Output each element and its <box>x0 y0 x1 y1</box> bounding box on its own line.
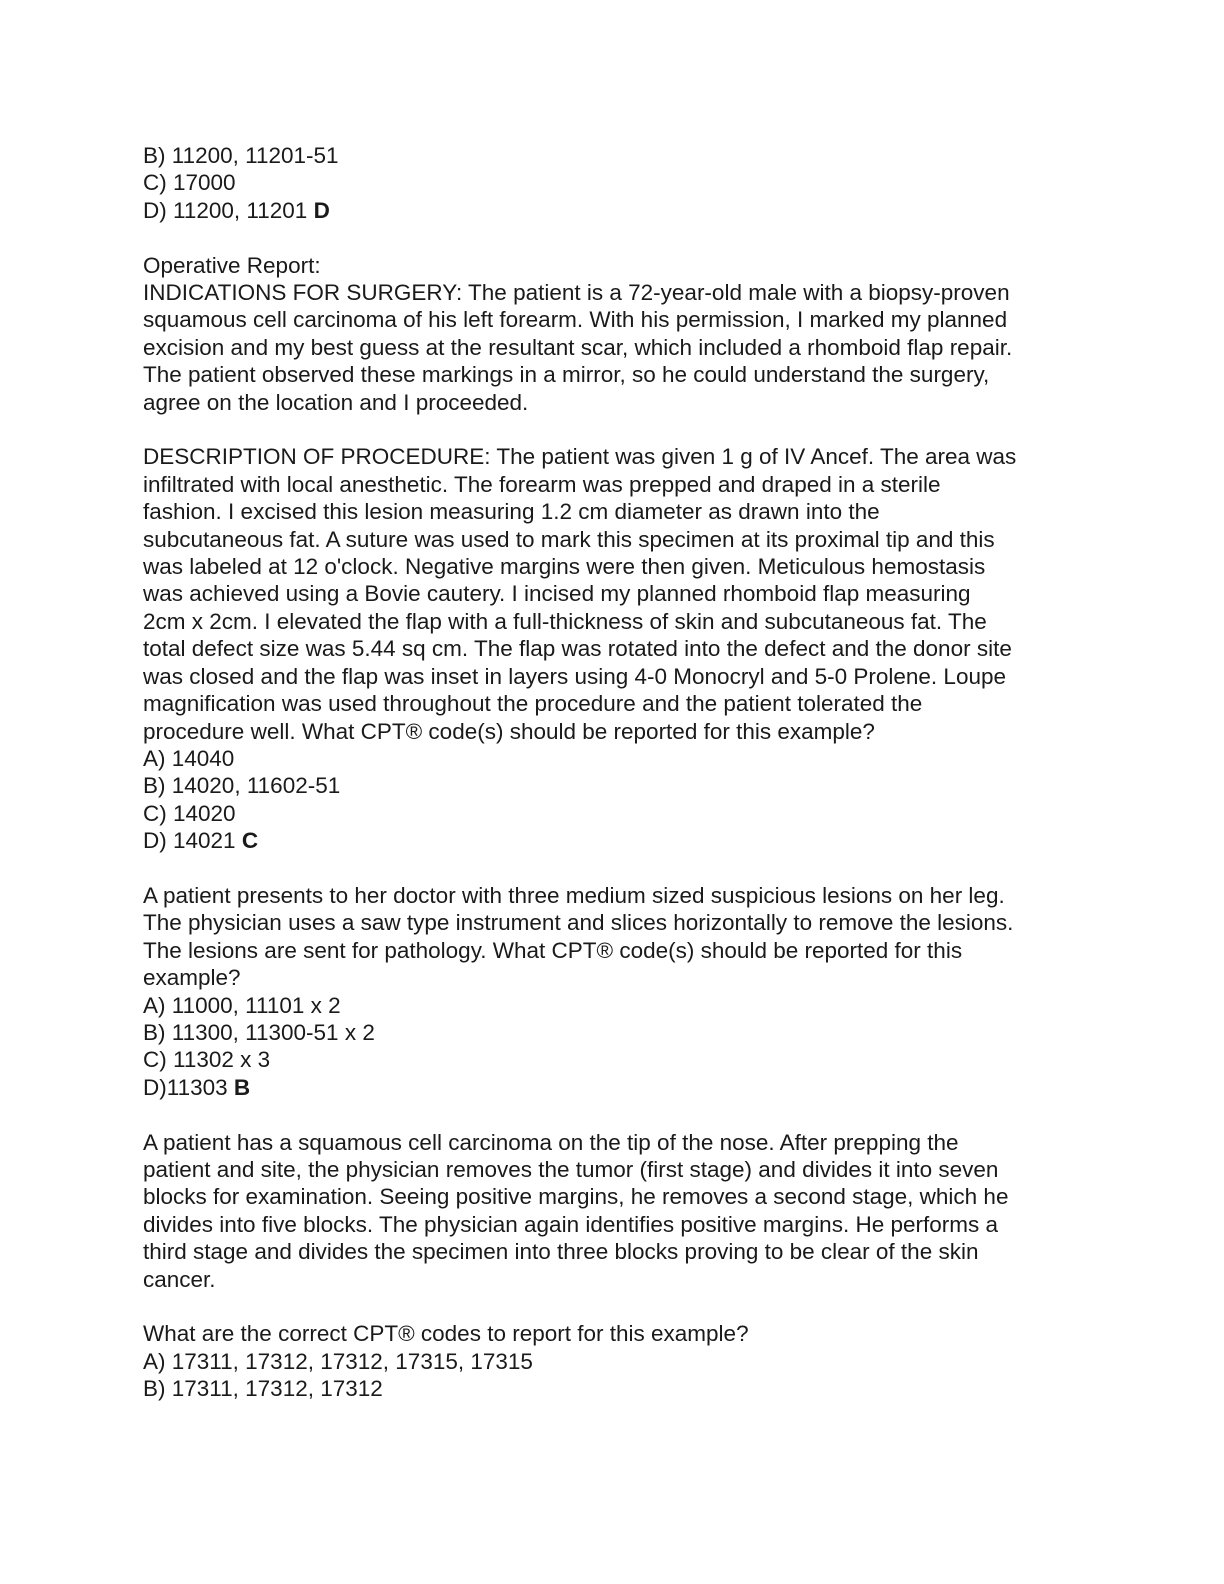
option-a: A) 14040 <box>143 745 235 771</box>
description-line: was closed and the flap was inset in layers using 4-0 Monocryl and 5-0 Prolene. Loupe <box>143 663 1006 689</box>
option-c: C) 11302 x 3 <box>143 1047 271 1073</box>
option-d <box>143 1074 1083 1101</box>
description-line: infiltrated with local anesthetic. The forearm was prepped and draped in a sterile <box>143 471 941 497</box>
option-c: C) 17000 <box>143 170 236 196</box>
question-line: patient and site, the physician removes the tumor (first stage) and divides it into seven <box>143 1156 999 1182</box>
indications-line: INDICATIONS FOR SURGERY: The patient is a 72-year-old male with a biopsy-proven <box>143 280 1010 306</box>
option-c: C) 14020 <box>143 800 236 826</box>
option-b: B) 14020, 11602-51 <box>143 773 341 799</box>
answer-key: B <box>233 1074 251 1100</box>
description-line: DESCRIPTION OF PROCEDURE: The patient was given 1 g of IV Ancef. The area was <box>143 444 1017 470</box>
question-line: A patient presents to her doctor with three medium sized suspicious lesions on her leg. <box>143 882 1005 908</box>
option-b: B) 11300, 11300-51 x 2 <box>143 1019 375 1045</box>
indications-line: agree on the location and I proceeded. <box>143 389 529 415</box>
question-line: The lesions are sent for pathology. What CPT® code(s) should be reported for this <box>143 937 963 963</box>
description-line: magnification was used throughout the procedure and the patient tolerated the <box>143 691 923 717</box>
question-2 <box>143 252 1083 855</box>
answer-key: C <box>241 828 259 854</box>
option-text: D) 11200, 11201 <box>143 197 308 223</box>
spacer <box>143 1293 1083 1320</box>
question-line: A patient has a squamous cell carcinoma on the tip of the nose. After prepping the <box>143 1129 959 1155</box>
option-text: D)11303 <box>143 1074 228 1100</box>
indications-line: squamous cell carcinoma of his left forearm. With his permission, I marked my planned <box>143 307 1008 333</box>
option-b: B) 17311, 17312, 17312 <box>143 1376 383 1402</box>
spacer <box>143 1101 1083 1128</box>
description-line: was achieved using a Bovie cautery. I incised my planned rhomboid flap measuring <box>143 581 971 607</box>
description-line: procedure well. What CPT® code(s) should be reported for this example? <box>143 718 875 744</box>
option-a: A) 17311, 17312, 17312, 17315, 17315 <box>143 1348 533 1374</box>
question-line: third stage and divides the specimen into three blocks proving to be clear of the skin <box>143 1239 979 1265</box>
option-d <box>143 827 1083 854</box>
description-line: subcutaneous fat. A suture was used to mark this specimen at its proximal tip and this <box>143 526 995 552</box>
description-line: was labeled at 12 o'clock. Negative margins were then given. Meticulous hemostasis <box>143 554 986 580</box>
document-page <box>143 142 1083 1403</box>
spacer <box>143 416 1083 443</box>
section-heading: Operative Report: <box>143 252 321 278</box>
option-a: A) 11000, 11101 x 2 <box>143 992 341 1018</box>
question-line: example? <box>143 965 241 991</box>
option-d <box>143 197 1083 224</box>
question-1-options <box>143 142 1083 224</box>
question-line: The physician uses a saw type instrument and slices horizontally to remove the lesions. <box>143 910 1014 936</box>
question-line: divides into five blocks. The physician again identifies positive margins. He performs a <box>143 1211 998 1237</box>
spacer <box>143 855 1083 882</box>
question-prompt: What are the correct CPT® codes to report for this example? <box>143 1321 749 1347</box>
option-text: D) 14021 <box>143 828 236 854</box>
indications-line: The patient observed these markings in a mirror, so he could understand the surgery, <box>143 362 990 388</box>
question-line: blocks for examination. Seeing positive margins, he removes a second stage, which he <box>143 1184 1009 1210</box>
answer-key: D <box>313 197 330 223</box>
question-3 <box>143 882 1083 1101</box>
spacer <box>143 224 1083 251</box>
question-4 <box>143 1129 1083 1403</box>
description-line: total defect size was 5.44 sq cm. The flap was rotated into the defect and the donor site <box>143 636 1012 662</box>
option-b: B) 11200, 11201-51 <box>143 143 339 168</box>
indications-line: excision and my best guess at the resultant scar, which included a rhomboid flap repair. <box>143 334 1013 360</box>
description-line: 2cm x 2cm. I elevated the flap with a full-thickness of skin and subcutaneous fat. The <box>143 608 987 634</box>
description-line: fashion. I excised this lesion measuring 1.2 cm diameter as drawn into the <box>143 499 880 525</box>
question-line: cancer. <box>143 1266 216 1292</box>
